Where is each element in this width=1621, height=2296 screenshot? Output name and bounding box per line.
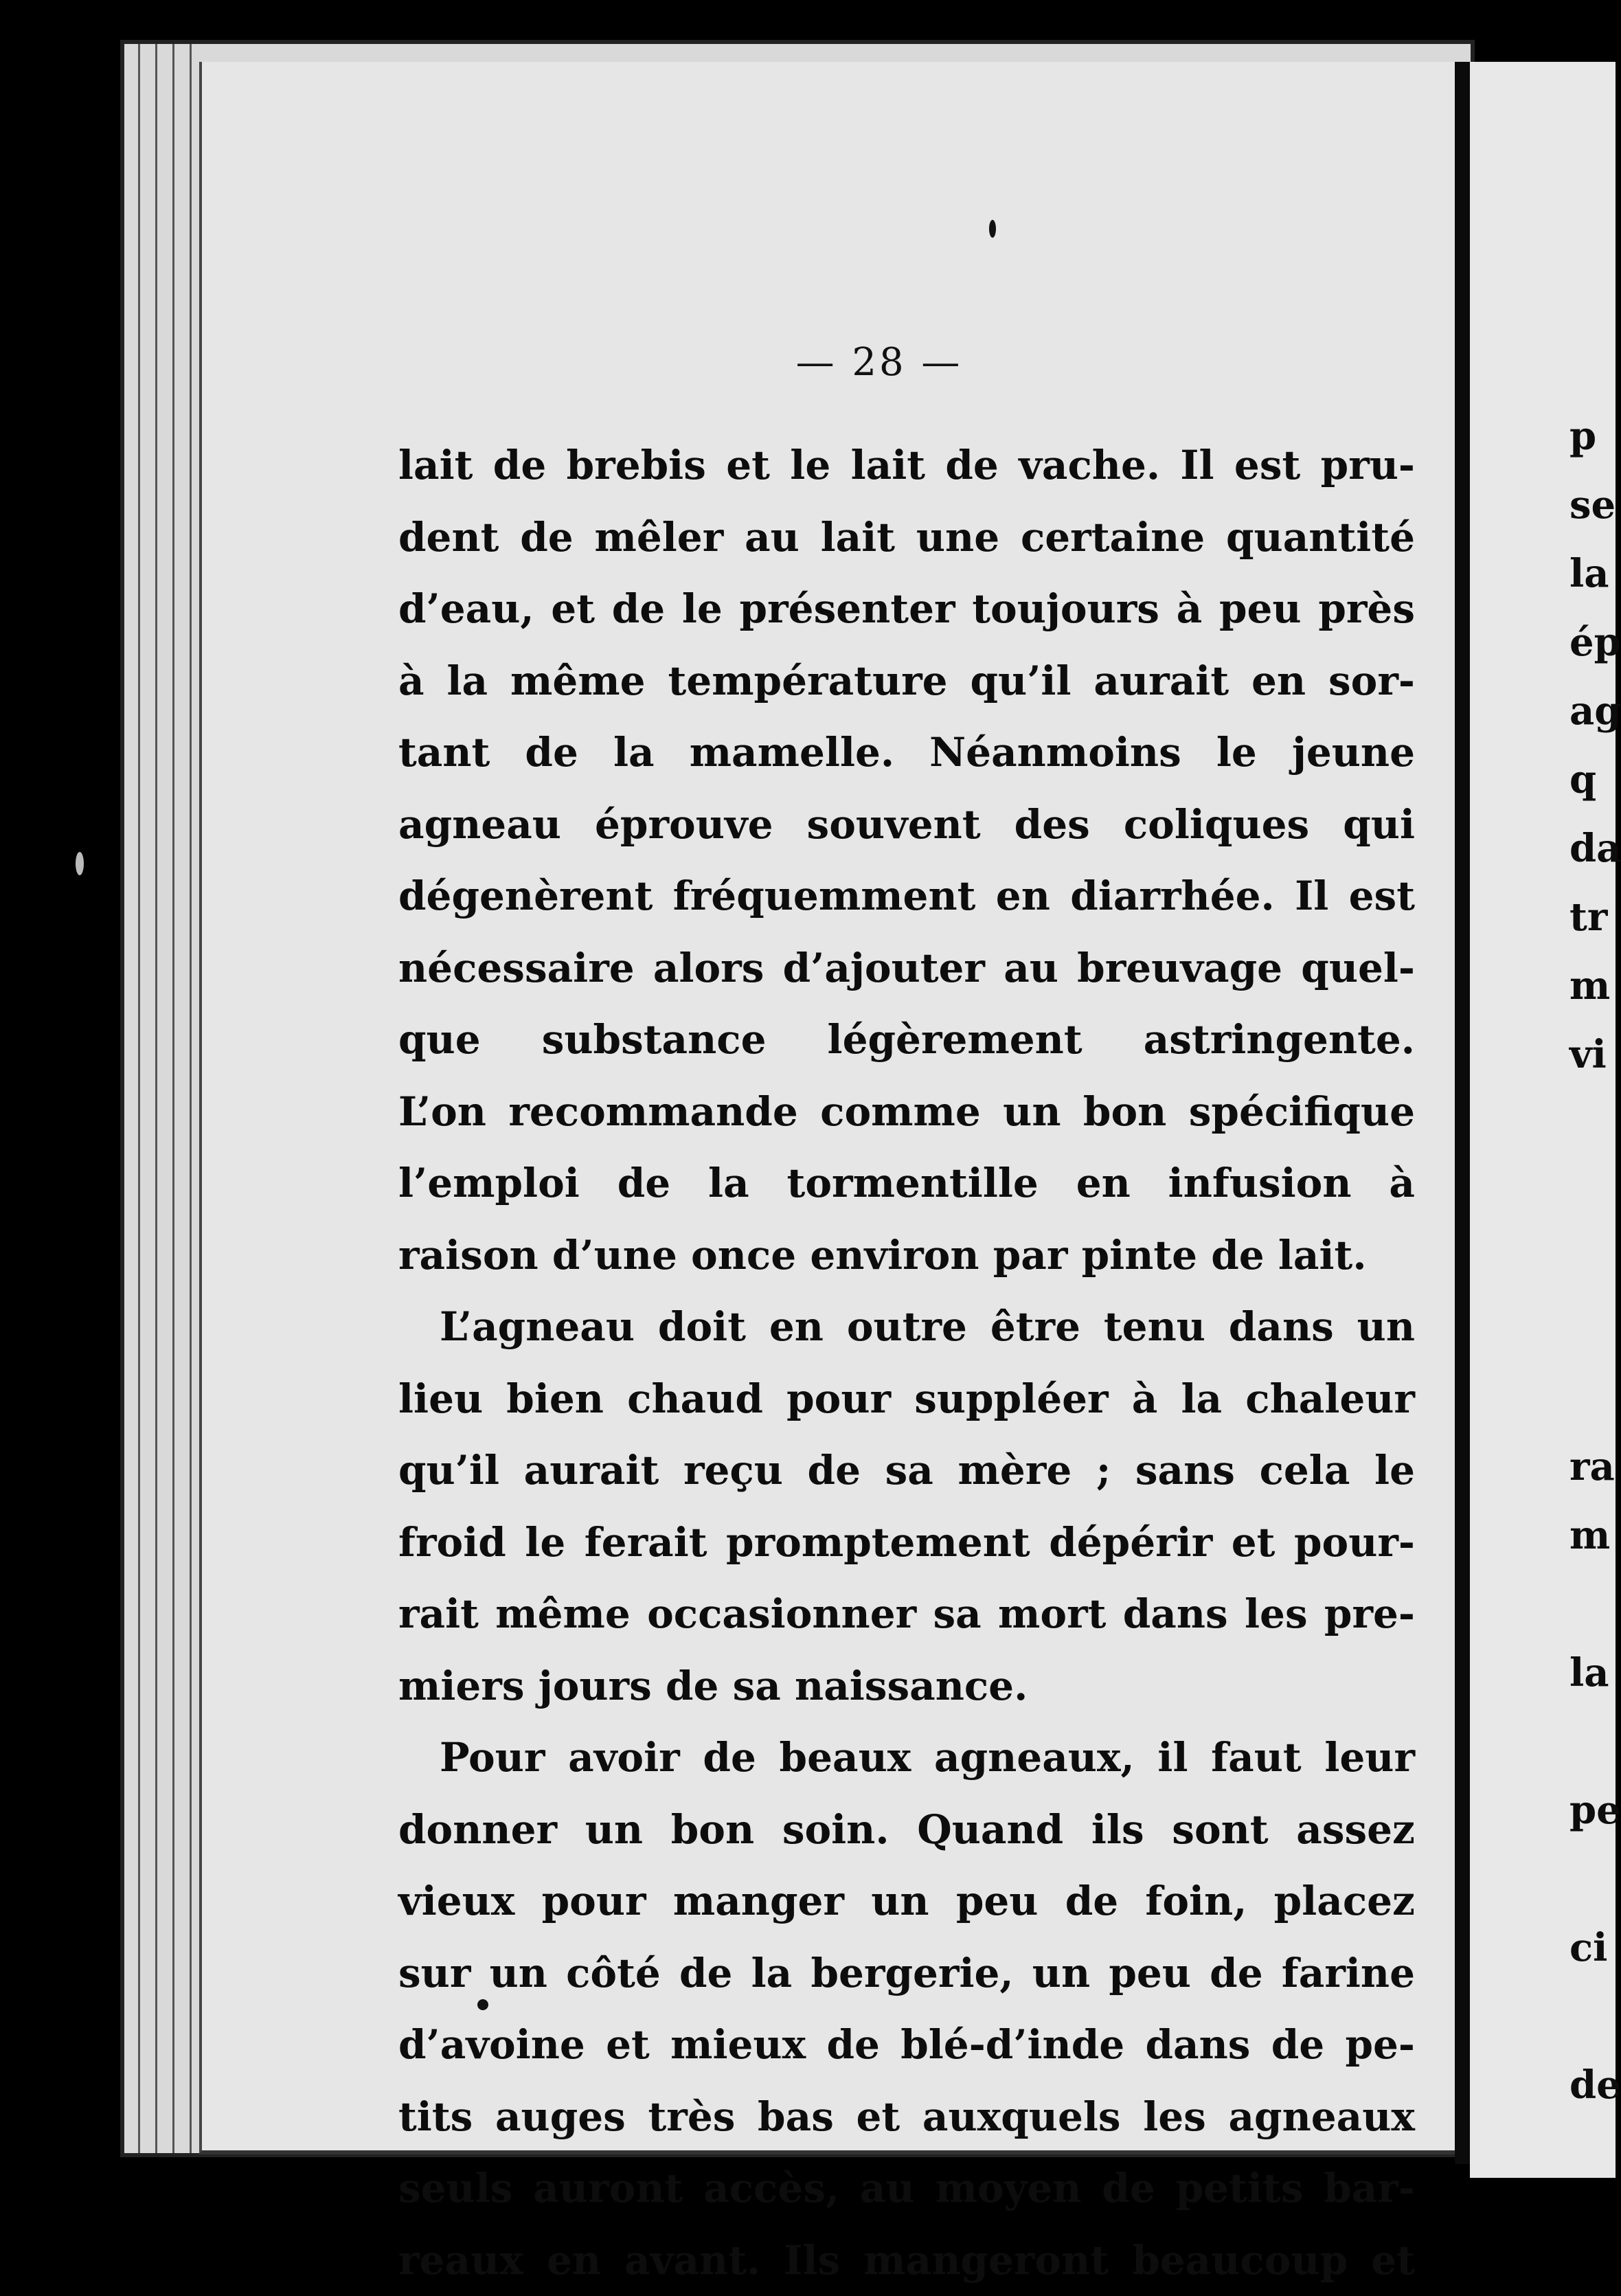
fragment <box>1569 1707 1621 1776</box>
fragment: vi <box>1569 1020 1621 1089</box>
page-edge <box>138 44 140 2153</box>
text-line: lait de brebis et le lait de vache. Il est pru- <box>398 429 1415 502</box>
text-line: reaux en avant. Ils mangeront beaucoup et <box>398 2225 1415 2296</box>
page-edge <box>155 44 157 2153</box>
text-line: d’eau, et de le présenter toujours à peu près <box>398 573 1415 645</box>
text-line: d’avoine et mieux de blé-d’inde dans de pe- <box>398 2009 1415 2081</box>
text-line: miers jours de sa naissance. <box>398 1650 1415 1722</box>
text-line: que substance légèrement astringente. <box>398 1004 1415 1076</box>
ink-speck <box>477 1999 488 2010</box>
text-line: qu’il aurait reçu de sa mère ; sans cela le <box>398 1434 1415 1507</box>
next-page-text-fragments <box>1569 402 1621 2119</box>
fragment <box>1569 1364 1621 1432</box>
fragment: pe <box>1569 1776 1621 1845</box>
fragment: da <box>1569 814 1621 883</box>
ink-speck <box>989 220 996 238</box>
fragment: p <box>1569 402 1621 471</box>
fragment: ra <box>1569 1432 1621 1501</box>
text-line: rait même occasionner sa mort dans les pre- <box>398 1578 1415 1650</box>
fragment: ag <box>1569 677 1621 745</box>
text-line: tant de la mamelle. Néanmoins le jeune <box>398 717 1415 789</box>
fragment <box>1569 1295 1621 1364</box>
text-line: vieux pour manger un peu de foin, placez <box>398 1865 1415 1937</box>
page-edge <box>172 44 174 2153</box>
page-body-text <box>398 429 1415 2296</box>
ink-speck <box>76 852 84 875</box>
text-line: l’emploi de la tormentille en infusion à <box>398 1147 1415 1219</box>
fragment: tr <box>1569 883 1621 952</box>
fragment <box>1569 1089 1621 1158</box>
text-line: sur un côté de la bergerie, un peu de farine <box>398 1937 1415 2010</box>
fragment: de <box>1569 2051 1621 2119</box>
page-number: — 28 — <box>776 340 982 385</box>
text-line: dégenèrent fréquemment en diarrhée. Il est <box>398 860 1415 932</box>
fragment: m <box>1569 1501 1621 1570</box>
fragment <box>1569 1226 1621 1295</box>
fragment <box>1569 1845 1621 1913</box>
fragment: ci <box>1569 1913 1621 1982</box>
page-edge <box>190 44 192 2153</box>
text-line: dent de mêler au lait une certaine quantité <box>398 502 1415 574</box>
text-line: L’on recommande comme un bon spécifique <box>398 1076 1415 1148</box>
fragment: m <box>1569 952 1621 1020</box>
text-line: L’agneau doit en outre être tenu dans un <box>398 1291 1415 1363</box>
text-line: donner un bon soin. Quand ils sont assez <box>398 1794 1415 1866</box>
fragment <box>1569 1982 1621 2051</box>
text-line: à la même température qu’il aurait en sor- <box>398 645 1415 717</box>
text-line: Pour avoir de beaux agneaux, il faut leur <box>398 1722 1415 1794</box>
book-gutter <box>1455 62 1470 2164</box>
text-line: lieu bien chaud pour suppléer à la chaleur <box>398 1363 1415 1435</box>
text-line: nécessaire alors d’ajouter au breuvage quel- <box>398 932 1415 1004</box>
fragment: ép <box>1569 608 1621 677</box>
text-line: froid le ferait promptement dépérir et pour- <box>398 1507 1415 1579</box>
text-line: tits auges très bas et auxquels les agneaux <box>398 2081 1415 2153</box>
fragment <box>1569 1570 1621 1639</box>
fragment: la <box>1569 539 1621 608</box>
text-line: agneau éprouve souvent des coliques qui <box>398 789 1415 861</box>
fragment: se <box>1569 471 1621 539</box>
text-line: seuls auront accès, au moyen de petits bar- <box>398 2152 1415 2225</box>
fragment: la <box>1569 1639 1621 1707</box>
text-line: raison d’une once environ par pinte de lait. <box>398 1219 1415 1292</box>
fragment: q <box>1569 745 1621 814</box>
fragment <box>1569 1158 1621 1226</box>
